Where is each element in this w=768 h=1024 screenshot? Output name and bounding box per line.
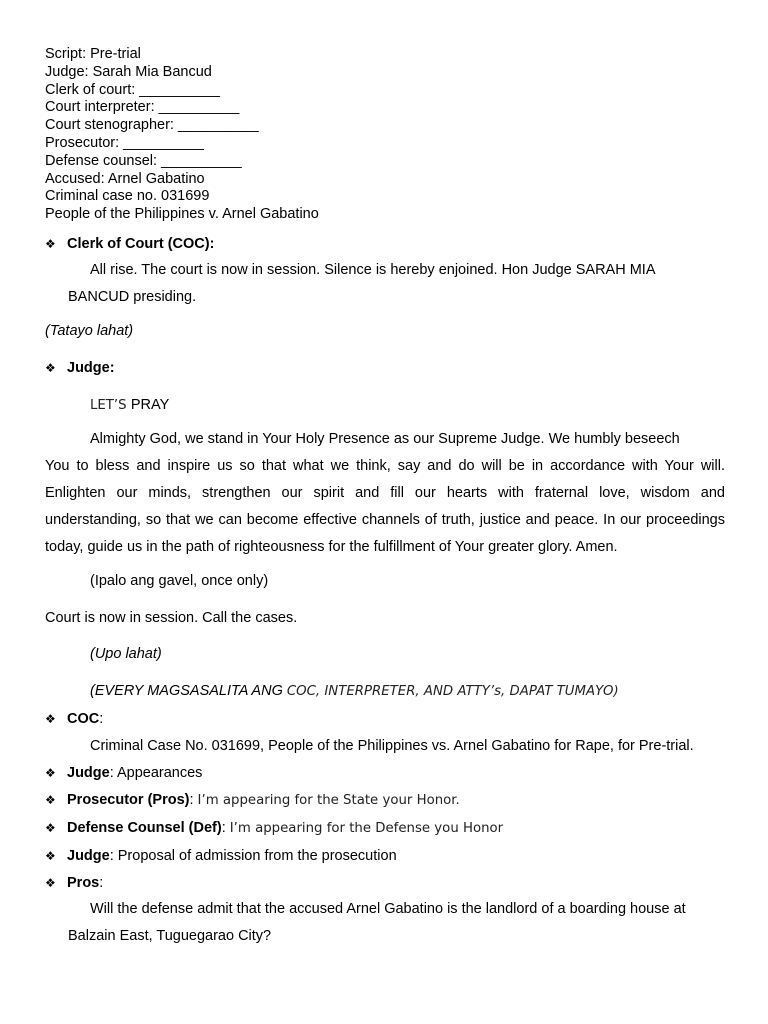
exchange-row: [45, 818, 725, 839]
speaker-label: COC: [67, 710, 100, 727]
diamond-bullet-icon: ❖: [45, 711, 56, 726]
diamond-bullet-icon: ❖: [45, 765, 56, 780]
direction-a: (EVERY MAGSASALITA ANG: [90, 682, 287, 699]
coc-line: All rise. The court is now in session. Silence is hereby enjoined. Hon Judge SARAH MIA: [90, 261, 656, 278]
exchange-row: [45, 873, 725, 893]
exchanges: [45, 763, 725, 893]
exchange-text: I’m appearing for the Defense you Honor: [229, 820, 504, 836]
exchange-text: Proposal of admission from the prosecution: [117, 847, 397, 864]
speaker-sep: :: [109, 764, 117, 781]
header-line: Script: Pre-trial: [45, 46, 141, 62]
speaker-colon: :: [99, 710, 104, 727]
coc-statement: [45, 257, 725, 311]
speaker-label: Pros: [67, 874, 100, 891]
prayer-line: You to bless and inspire us so that what we think, say and do will be in accordance with Your will.: [45, 457, 725, 474]
diamond-bullet-icon: ❖: [45, 792, 56, 807]
diamond-bullet-icon: ❖: [45, 848, 56, 863]
speaker-sep: :: [109, 847, 118, 864]
judge-call: Court is now in session. Call the cases.: [45, 609, 298, 626]
speaker-coc: [45, 709, 725, 729]
coc-line: BANCUD presiding.: [68, 288, 197, 305]
prayer-line: Almighty God, we stand in Your Holy Presence as our Supreme Judge. We humbly beseech: [90, 430, 680, 447]
speaker-judge: [45, 358, 725, 378]
prayer-line: Enlighten our minds, strengthen our spirit and fill our hearts with fraternal love, wisdom and: [45, 484, 725, 501]
speaker-label: Clerk of Court (COC):: [67, 235, 215, 252]
document-page: [45, 46, 725, 950]
diamond-bullet-icon: ❖: [45, 875, 56, 890]
exchange-row: [45, 846, 725, 866]
speaker-label: Judge: [67, 764, 110, 781]
speaker-coc: [45, 234, 725, 254]
lets-pray-b: PRAY: [130, 396, 170, 413]
case-call: Criminal Case No. 031699, People of the Philippines vs. Arnel Gabatino for Rape, for Pre-trial.: [90, 737, 694, 754]
prayer-line: today, guide us in the path of righteousness for the fulfillment of Your greater glory. Amen.: [45, 538, 618, 555]
header-line: Court interpreter: __________: [45, 99, 240, 116]
header-line: Defense counsel: __________: [45, 152, 242, 169]
speaker-sep: :: [221, 819, 230, 836]
header-line: People of the Philippines v. Arnel Gabatino: [45, 206, 319, 223]
speaker-label: Defense Counsel (Def): [67, 819, 222, 836]
diamond-bullet-icon: ❖: [45, 360, 56, 375]
question-line: Balzain East, Tuguegarao City?: [68, 927, 272, 944]
stage-direction: (Tatayo lahat): [45, 322, 134, 339]
stage-direction: (Upo lahat): [90, 645, 162, 662]
diamond-bullet-icon: ❖: [45, 820, 56, 835]
speaker-label: Judge:: [67, 359, 115, 376]
header-line: Accused: Arnel Gabatino: [45, 170, 205, 187]
header-line: Criminal case no. 031699: [45, 188, 210, 205]
speaker-label: Judge: [67, 847, 110, 864]
header-line: Clerk of court: __________: [45, 81, 220, 98]
exchange-text: Appearances: [116, 764, 203, 781]
exchange-row: [45, 763, 725, 783]
stage-direction: (Ipalo ang gavel, once only): [90, 572, 269, 589]
exchange-text: I’m appearing for the State your Honor.: [197, 792, 460, 808]
speaker-label: Prosecutor (Pros): [67, 791, 190, 808]
header-line: Prosecutor: __________: [45, 134, 204, 151]
exchange-row: [45, 790, 725, 811]
question-line: Will the defense admit that the accused Arnel Gabatino is the landlord of a boarding house at: [90, 900, 686, 917]
pros-question: [45, 896, 725, 950]
prayer: [45, 426, 725, 561]
speaker-sep: :: [189, 791, 198, 808]
lets-pray-a: LET’S: [90, 397, 131, 413]
header-line: Court stenographer: __________: [45, 117, 259, 134]
header-line: Judge: Sarah Mia Bancud: [45, 63, 212, 80]
direction-b: COC, INTERPRETER, AND ATTY’s, DAPAT TUMAYO): [286, 683, 619, 699]
stage-direction: [45, 681, 725, 702]
prayer-line: understanding, so that we can become effective channels of truth, justice and peace. In our proceedings: [45, 511, 725, 528]
diamond-bullet-icon: ❖: [45, 236, 56, 251]
speaker-sep: :: [99, 874, 104, 891]
lets-pray: [45, 395, 725, 416]
script-header: [45, 46, 725, 224]
